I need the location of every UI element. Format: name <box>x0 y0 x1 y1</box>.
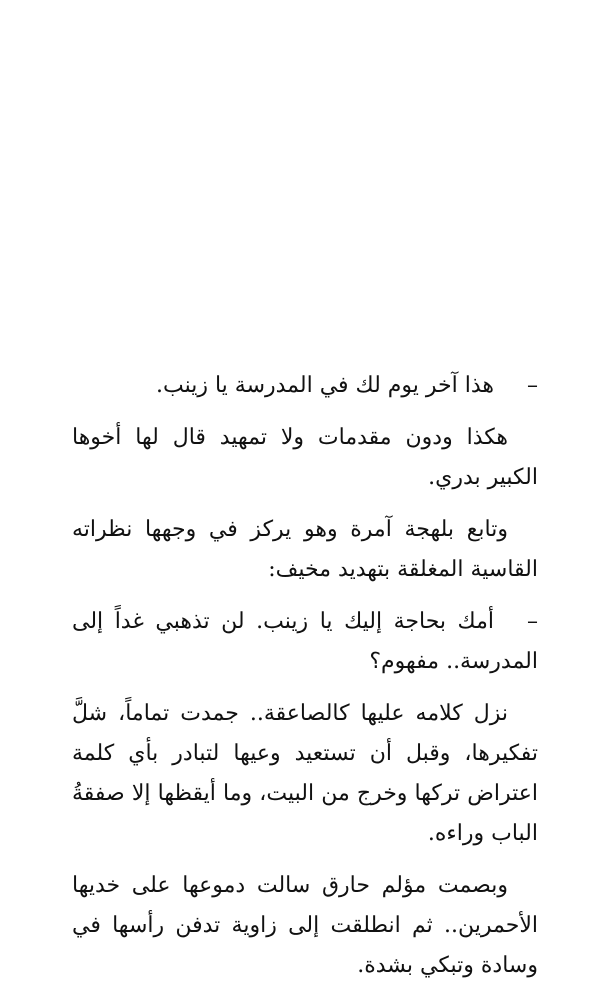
paragraph-text: أمك بحاجة إليك يا زينب. لن تذهبي غداً إلى المدرسة.. مفهوم؟ <box>72 609 538 674</box>
narration-paragraph: هكذا ودون مقدمات ولا تمهيد قال لها أخوها الكبير بدري. <box>72 425 538 490</box>
dialogue-paragraph <box>72 366 538 406</box>
dialogue-dash: – <box>527 609 538 634</box>
body-text <box>72 366 538 998</box>
narration-paragraph: نزل كلامه عليها كالصاعقة.. جمدت تماماً، شلَّ تفكيرها، وقبل أن تستعيد وعيها لتبادر بأي كلمة اعتراض تركها وخرج من البيت، وما أيقظها إلا صفقةُ الباب وراءه. <box>72 701 538 846</box>
dialogue-paragraph <box>72 602 538 682</box>
narration-paragraph: وتابع بلهجة آمرة وهو يركز في وجهها نظراته القاسية المغلقة بتهديد مخيف: <box>72 517 538 582</box>
narration-paragraph: وبصمت مؤلم حارق سالت دموعها على خديها الأحمرين.. ثم انطلقت إلى زاوية تدفن رأسها في وسادة وتبكي بشدة. <box>72 873 538 978</box>
paragraph-text: هذا آخر يوم لك في المدرسة يا زينب. <box>155 373 494 398</box>
dialogue-dash: – <box>527 373 538 398</box>
